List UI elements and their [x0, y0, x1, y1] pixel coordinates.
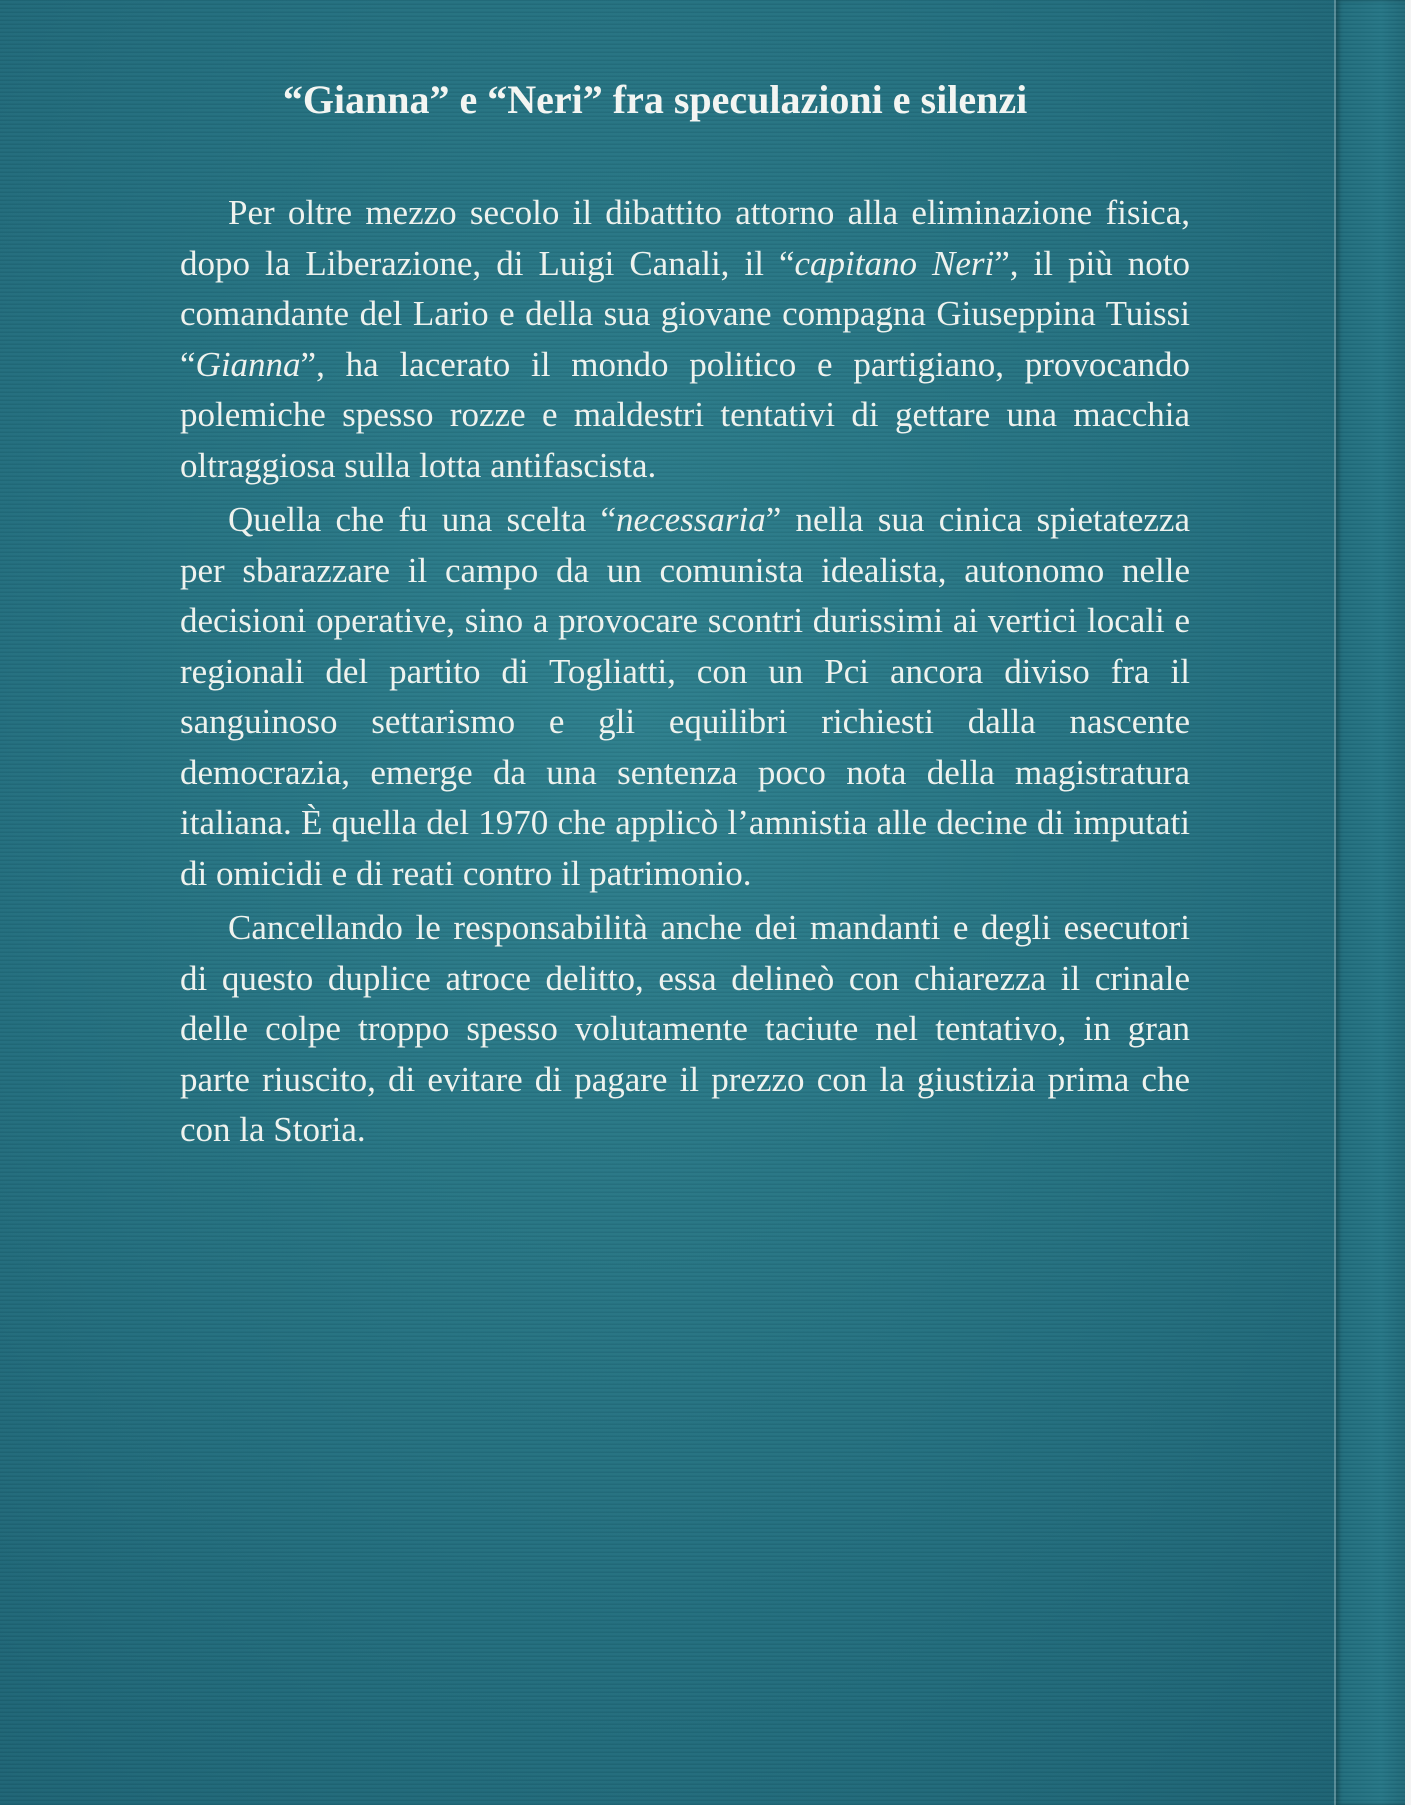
blurb-segment: ” nella sua cinica spietatezza per sbarazzare il campo da un comunista idealista, autonomo nelle decisioni operative, sino a provocare scontri durissimi ai vertici locali e regionali del partito di Togliatti, con un Pci ancora diviso fra il sanguinoso settarismo e gli equilibri richiesti dalla nascente democrazia, emerge da una sentenza poco nota della magistratura italiana. È quella del 1970 che applicò l’amnistia alle decine di imputati di omicidi e di reati contro il patrimonio. — [180, 500, 1191, 893]
page-edge — [1405, 0, 1411, 1805]
blurb-italic-segment: capitano Neri — [794, 243, 995, 283]
cover-title: “Gianna” e “Neri” fra speculazioni e silenzi — [282, 77, 1028, 122]
blurb-italic-segment: necessaria — [616, 500, 766, 539]
blurb-paragraph-3 — [180, 903, 1190, 1156]
blurb-segment: ”, ha lacerato il mondo politico e partigiano, provocando polemiche spesso rozze e maldestri tentativi di gettare una macchia oltraggiosa sulla lotta antifascista. — [180, 344, 1190, 485]
blurb-segment: Per oltre mezzo secolo il dibattito attorno alla eliminazione fisica, dopo la Liberazione, di Luigi Canali, il “ — [180, 193, 1190, 283]
blurb-segment: Cancellando le responsabilità anche dei mandanti e degli esecutori di questo duplice atroce delitto, essa delineò con chiarezza il crinale delle colpe troppo spesso volutamente taciute nel tentativo, in gran parte riuscito, di evitare di pagare il prezzo con la giustizia prima che con la Storia. — [180, 908, 1190, 1149]
blurb-segment: ”, il più noto comandante del Lario e della sua giovane compagna Giuseppina Tuissi “ — [180, 243, 1191, 384]
blurb-segment: Quella che fu una scelta “ — [228, 500, 617, 539]
blurb-italic-segment: Gianna — [195, 344, 301, 384]
book-spine-edge — [1334, 0, 1411, 1805]
blurb-paragraph-1 — [180, 188, 1190, 491]
blurb-paragraph-2 — [180, 495, 1190, 899]
blurb-text — [180, 188, 1190, 1160]
